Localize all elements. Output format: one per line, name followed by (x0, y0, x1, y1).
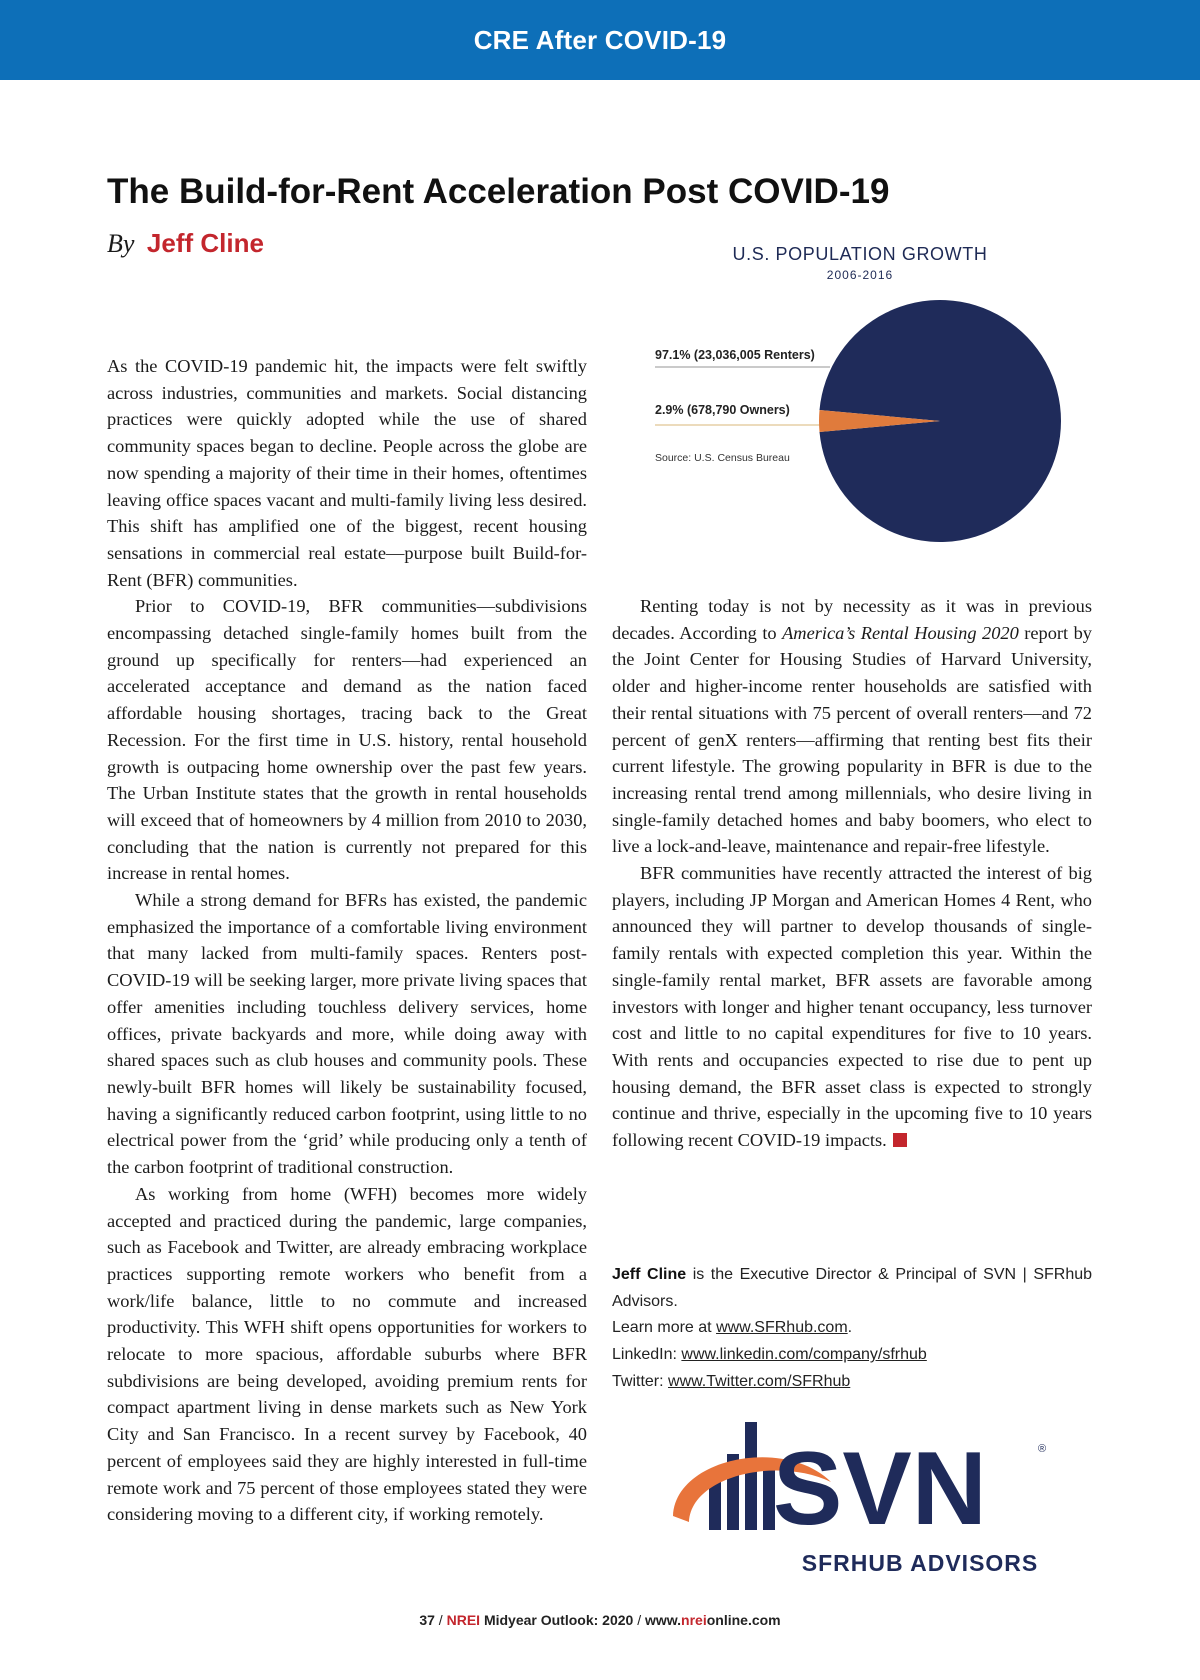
pie-label-owners: 2.9% (678,790 Owners) (655, 403, 790, 417)
bio-line (612, 1369, 1092, 1396)
article-column-left (107, 353, 587, 1528)
twitter-link[interactable]: www.Twitter.com/SFRhub (668, 1372, 851, 1390)
logo-bar-icon (745, 1422, 757, 1530)
text-run: Renting today is not by necessity as it was in previous decades. According to (612, 596, 1092, 643)
paragraph: Prior to COVID-19, BFR communities—subdivisions encompassing detached single-family homes built from the ground up specifically for renters—had experienced an accelerated acceptance and demand as the nation faced affordable housing shortages, tracing back to the Great Recession. For the first time in U.S. history, rental household growth is outpacing home ownership over the past few years. The Urban Institute states that the growth in rental households will exceed that of homeowners by 4 million from 2010 to 2030, concluding that the nation is currently not prepared for this increase in rental homes. (107, 596, 587, 884)
website-link[interactable]: www.SFRhub.com (716, 1319, 848, 1337)
learn-label: Learn more at (612, 1319, 717, 1337)
logo-registered-mark: ® (1038, 1443, 1047, 1455)
article-title: The Build-for-Rent Acceleration Post COVID-19 (107, 172, 890, 211)
bio-line (612, 1342, 1092, 1369)
chart-title: U.S. POPULATION GROWTH (732, 244, 988, 264)
footer-website (645, 1612, 781, 1628)
site-brand: nrei (681, 1612, 707, 1628)
page-footer: 37 / NREI Midyear Outlook: 2020 / www.nreionline.com (419, 1612, 781, 1628)
bio-line (612, 1262, 1092, 1315)
twitter-label: Twitter: (612, 1372, 669, 1390)
page-number: 37 (419, 1612, 435, 1628)
text-run: report by the Joint Center for Housing Studies of Harvard University, older and higher-income renter households are satisfied with their rental situations with 75 percent of overall renters—and 72 percent of genX renters—affirming that renting best fits their current lifestyle. The growing popularity in BFR is due to the increasing rental trend among millennials, who desire living in single-family detached homes and baby boomers, who elect to live a lock-and-leave, maintenance and repair-free lifestyle. (612, 622, 1092, 857)
logo-subtitle: SFRHUB ADVISORS (801, 1550, 1039, 1576)
linkedin-link[interactable]: www.linkedin.com/company/sfrhub (681, 1346, 927, 1364)
pie-label-renters: 97.1% (23,036,005 Renters) (655, 348, 815, 362)
logo-wordmark: SVN (773, 1431, 987, 1547)
paragraph (612, 593, 1092, 860)
section-banner (0, 0, 1200, 80)
footer-brand: NREI (446, 1612, 481, 1628)
byline (107, 228, 264, 259)
linkedin-label: LinkedIn: (612, 1346, 682, 1364)
pie-slice-owners (819, 410, 940, 432)
end-mark-icon (893, 1133, 907, 1147)
site-prefix: www. (645, 1612, 682, 1628)
paragraph (612, 860, 1092, 1154)
bio-role: is the Executive Director & Principal of SVN | SFRhub Advisors. (612, 1266, 1093, 1310)
pie-slice-renters (820, 300, 1061, 542)
paragraph: As the COVID-19 pandemic hit, the impacts were felt swiftly across industries, communities and markets. Social distancing practices were quickly adopted while the use of shared community spaces began to decline. People across the globe are now spending a majority of their time in their homes, oftentimes leaving office spaces vacant and multi-family living less desired. This shift has amplified one of the biggest, recent housing sensations in commercial real estate—purpose built Build-for-Rent (BFR) communities. (107, 356, 587, 590)
chart-subtitle: 2006-2016 (826, 268, 894, 282)
bio-line: Learn more at www.SFRhub.com. (612, 1319, 853, 1337)
site-suffix: online.com (706, 1612, 781, 1628)
section-title: CRE After COVID-19 (473, 25, 727, 55)
byline-label: By (107, 229, 135, 258)
paragraph: As working from home (WFH) becomes more widely accepted and practiced during the pandemic, large companies, such as Facebook and Twitter, are already embracing workplace practices supporting remote workers who benefit from a work/life balance, little to no commute and increased productivity. This WFH shift opens opportunities for workers to relocate to more spacious, affordable suburbs where BFR subdivisions are being developed, avoiding premium rents for compact apartment living in dense markets such as New York City and San Francisco. In a recent survey by Facebook, 40 percent of employees said they are highly interested in full-time remote work and 75 percent of those employees stated they were considering moving to a different city, if working remotely. (107, 1183, 587, 1525)
author-name: Jeff Cline (146, 228, 264, 258)
paragraph: While a strong demand for BFRs has existed, the pandemic emphasized the importance of a comfortable living environment that many lacked from multi-family spaces. Renters post-COVID-19 will be seeking larger, more private living spaces that offer amenities including touchless delivery services, home offices, private backyards and more, while doing away with shared spaces such as club houses and community pools. These newly-built BFR homes will likely be sustainability focused, having a significantly reduced carbon footprint, using little to no electrical power from the ‘grid’ while producing only a tenth of the carbon footprint of traditional construction. (107, 890, 588, 1178)
author-bio (612, 1262, 1092, 1396)
chart-source: Source: U.S. Census Bureau (655, 452, 790, 464)
report-title: America’s Rental Housing 2020 (782, 622, 1019, 643)
footer-issue: Midyear Outlook: 2020 (483, 1612, 634, 1628)
article-column-right (612, 593, 1092, 1154)
bio-name: Jeff Cline (612, 1266, 687, 1283)
text-run: BFR communities have recently attracted the interest of big players, including JP Morgan and American Homes 4 Rent, who announced they will partner to develop thousands of single-family rentals with expected completion this year. Within the single-family rental market, BFR assets are favorable among investors with longer and higher tenant occupancy, less turnover cost and little to no capital expenditures for five to 10 years. With rents and occupancies expected to rise due to pent up housing demand, the BFR asset class is expected to strongly continue and thrive, especially in the upcoming five to 10 years following recent COVID-19 impacts. (612, 863, 1092, 1151)
